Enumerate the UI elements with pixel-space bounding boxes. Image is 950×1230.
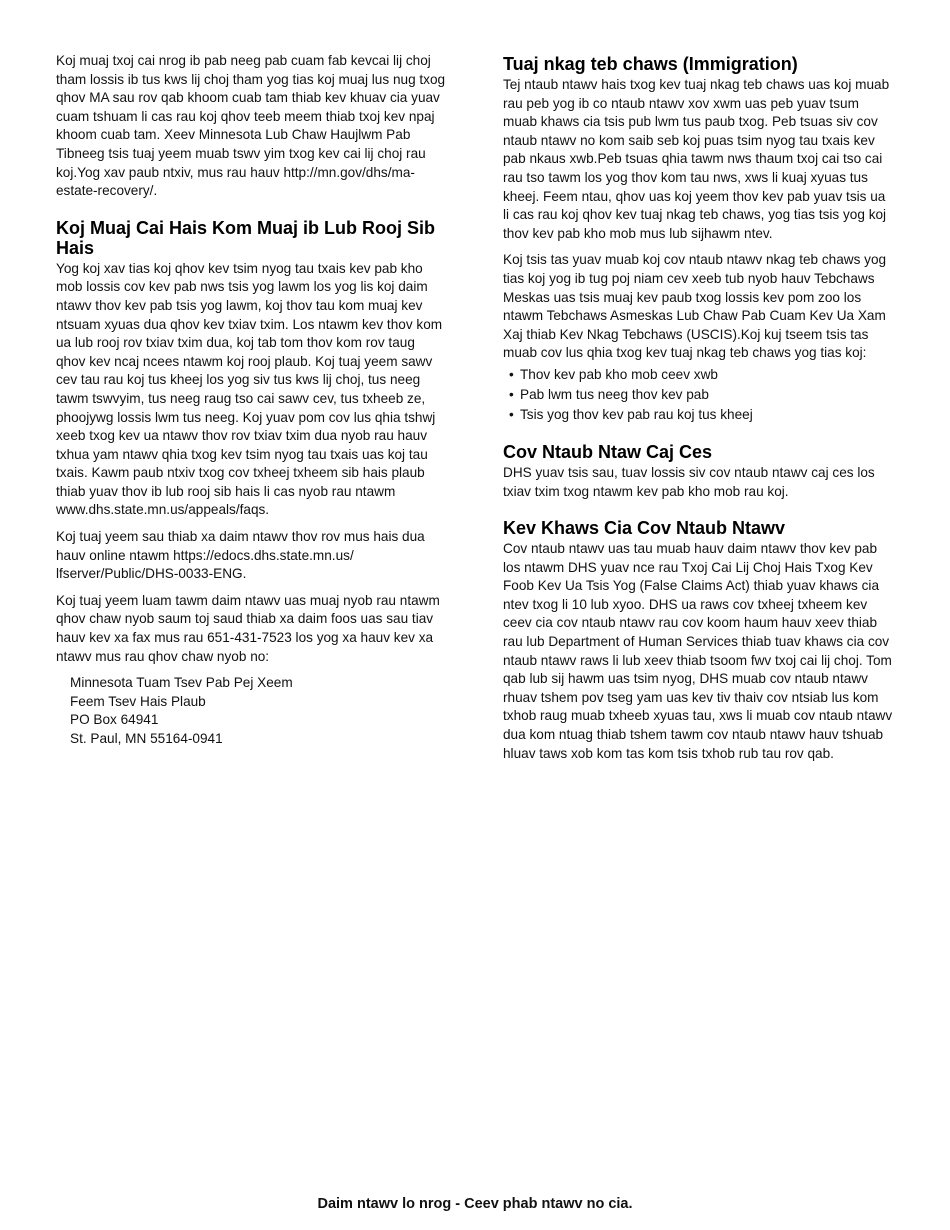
left-column [56,52,448,749]
right-column [503,52,895,771]
genetic-info-heading: Cov Ntaub Ntaw Caj Ces [503,441,713,462]
mail-fax-paragraph: Koj tuaj yeem luam tawm daim ntawv uas muaj nyob rau ntawm qhov chaw nyob saum toj saud thiab xa daim foos uas sau tiav hauv kev xa fax mus rau 651-431-7523 los yog xa hauv kev xa ntawv mus rau qhov chaw nyob no: [56,592,440,664]
immigration-exemption-paragraph: Koj tsis tas yuav muab koj cov ntaub ntawv nkag teb chaws yog tias koj yog ib tug poj niam cev xeeb tub nyob hauv Tebchaws Meskas uas tsis muaj kev paub txog lossis kev pom zoo los ntawm Tebchaws Asmeskas Lub Chaw Pab Cuam Kev Ua Xam Xaj thiab Kev Nkag Tebchaws (USCIS).Koj kuj tseem tsis tas muab cov lus qhia txog kev tuaj nkag teb chaws yog tias koj: [503,252,887,361]
list-item: • Thov kev pab kho mob ceev xwb [509,365,895,385]
appeal-rights-paragraph: Yog koj xav tias koj qhov kev tsim nyog tau txais kev pab kho mob lossis cov kev pab nws tsis yog lawm los yog lis koj daim ntawv thov kev pab tsis yog lawm, koj thov tau kom muaj kev ntsuam xyuas dua qhov kev txiav txim. Los ntawm kev thov kom ua lub rooj rov txiav txim dua, koj tab tom thov kom rov taug qhov kev ncaj ncees ntawm koj rooj plaub. Koj tuaj yeem sawv cev tau rau koj tus kheej los yog siv tus kws lij choj, tus neeg tawm tswvyim, tus neeg raug tso cai sawv cev, tus txheeb ze, phoojywg lossis lwm tus neeg. Koj yuav pom cov lus qhia tshwj xeeb txog kev ua ntawv thov rov txiav txim dua nyob rau hauv txhua yam ntawv qhia txog kev tsim nyog tau txais uas koj tau txais. Kawm paub ntxiv txog cov txheej txheem sib hais plaub thiab yuav thov ib lub rooj sib hais li cas nyob rau ntawm www.dhs.state.mn.us/appeals/faqs. [56,260,443,518]
estate-recovery-paragraph: Koj muaj txoj cai nrog ib pab neeg pab cuam fab kevcai lij choj tham lossis ib tus kws lij choj tham yog tias koj muaj lus nug txog qhov MA sau rov qab khoom cuab tam thiab kev khuav cia yuav cuam tshuam li cas rau koj qhov teeb meem thiab txoj kev npaj khoom cuab tam. Xeev Minnesota Lub Chaw Haujlwm Pab Tibneeg tsis tuaj yeem muab tswv yim txog kev cai lij choj rau koj.Yog xav paub ntxiv, mus rau hauv http://mn.gov/dhs/ma-estate-recovery/. [56,53,446,199]
online-appeal-paragraph: Koj tuaj yeem sau thiab xa daim ntawv thov rov mus hais dua hauv online ntawm https://edocs.dhs.state.mn.us/ lfserver/Public/DHS-0033-ENG. [56,529,425,582]
list-item: • Tsis yog thov kev pab rau koj tus kheej [509,405,895,425]
address-line: Minnesota Tuam Tsev Pab Pej Xeem [70,675,293,691]
genetic-info-paragraph: DHS yuav tsis sau, tuav lossis siv cov ntaub ntawv caj ces los txiav txim txog ntawm kev pab kho mob rau koj. [503,464,875,499]
appeal-rights-heading: Koj Muaj Cai Hais Kom Muaj ib Lub Rooj Sib Hais [56,217,436,258]
address-line: Feem Tsev Hais Plaub [70,693,206,709]
address-line: PO Box 64941 [70,712,159,728]
immigration-heading: Tuaj nkag teb chaws (Immigration) [503,54,798,74]
immigration-paragraph: Tej ntaub ntawv hais txog kev tuaj nkag teb chaws uas koj muab rau peb yog ib co ntaub ntawv xov xwm uas peb yuav tsum muab khaws cia tsis pub lwm tus paub txog. Peb tsuas siv cov ntaub ntawv no kom saib seb koj puas tsim nyog tau txais kev pab nkaus xwb.Peb tsuas qhia tawm nws thaum txoj cai tso cai rau tso tawm los yog thov kom tau nws, xws li kuaj xyuas tus kheej. Feem ntau, qhov uas koj yeem thov kev pab yuav tsis ua li cas rau koj qhov kev tuaj nkag teb chaws, yog tias tsis yog koj thov kev pab kho mob mus lub sijhawm ntev. [503,77,890,241]
list-item: • Pab lwm tus neeg thov kev pab [509,385,895,405]
page-footer: Daim ntawv lo nrog - Ceev phab ntawv no cia. [317,1196,633,1212]
mailing-address [70,674,448,748]
address-line: St. Paul, MN 55164-0941 [70,731,223,746]
records-retention-heading: Kev Khaws Cia Cov Ntaub Ntawv [503,518,786,539]
immigration-exemption-list [503,365,895,425]
records-retention-paragraph: Cov ntaub ntawv uas tau muab hauv daim ntawv thov kev pab los ntawm DHS yuav nce rau Txoj Cai Lij Choj Hais Txog Kev Foob Kev Ua Tsis Yog (False Claims Act) thiab yuav khaws cia ntev txog li 10 lub xyoo. DHS ua raws cov txheej txheem kev ceev cia cov ntaub ntawv rau cov koom haum hauv xeev thiab rau lub Department of Human Services thiab tuav khaws cia cov ntaub ntawv raws li lub xeev thiab tsoom fwv txoj cai lij choj. Tom qab lub sij hawm uas tsim nyog, DHS muab cov ntaub ntawv rhuav tshem pov tseg yam uas kev tiv thaiv cov ntsiab lus kom txhob raug muab txheeb xyuas tau, xws li muab cov ntaub ntawv dua kom ntuag thiab tshem tawm cov ntaub ntawv hauv tshuab hluav taws xob kom tas kom tsis txhob rub tau rov qab. [503,541,893,761]
